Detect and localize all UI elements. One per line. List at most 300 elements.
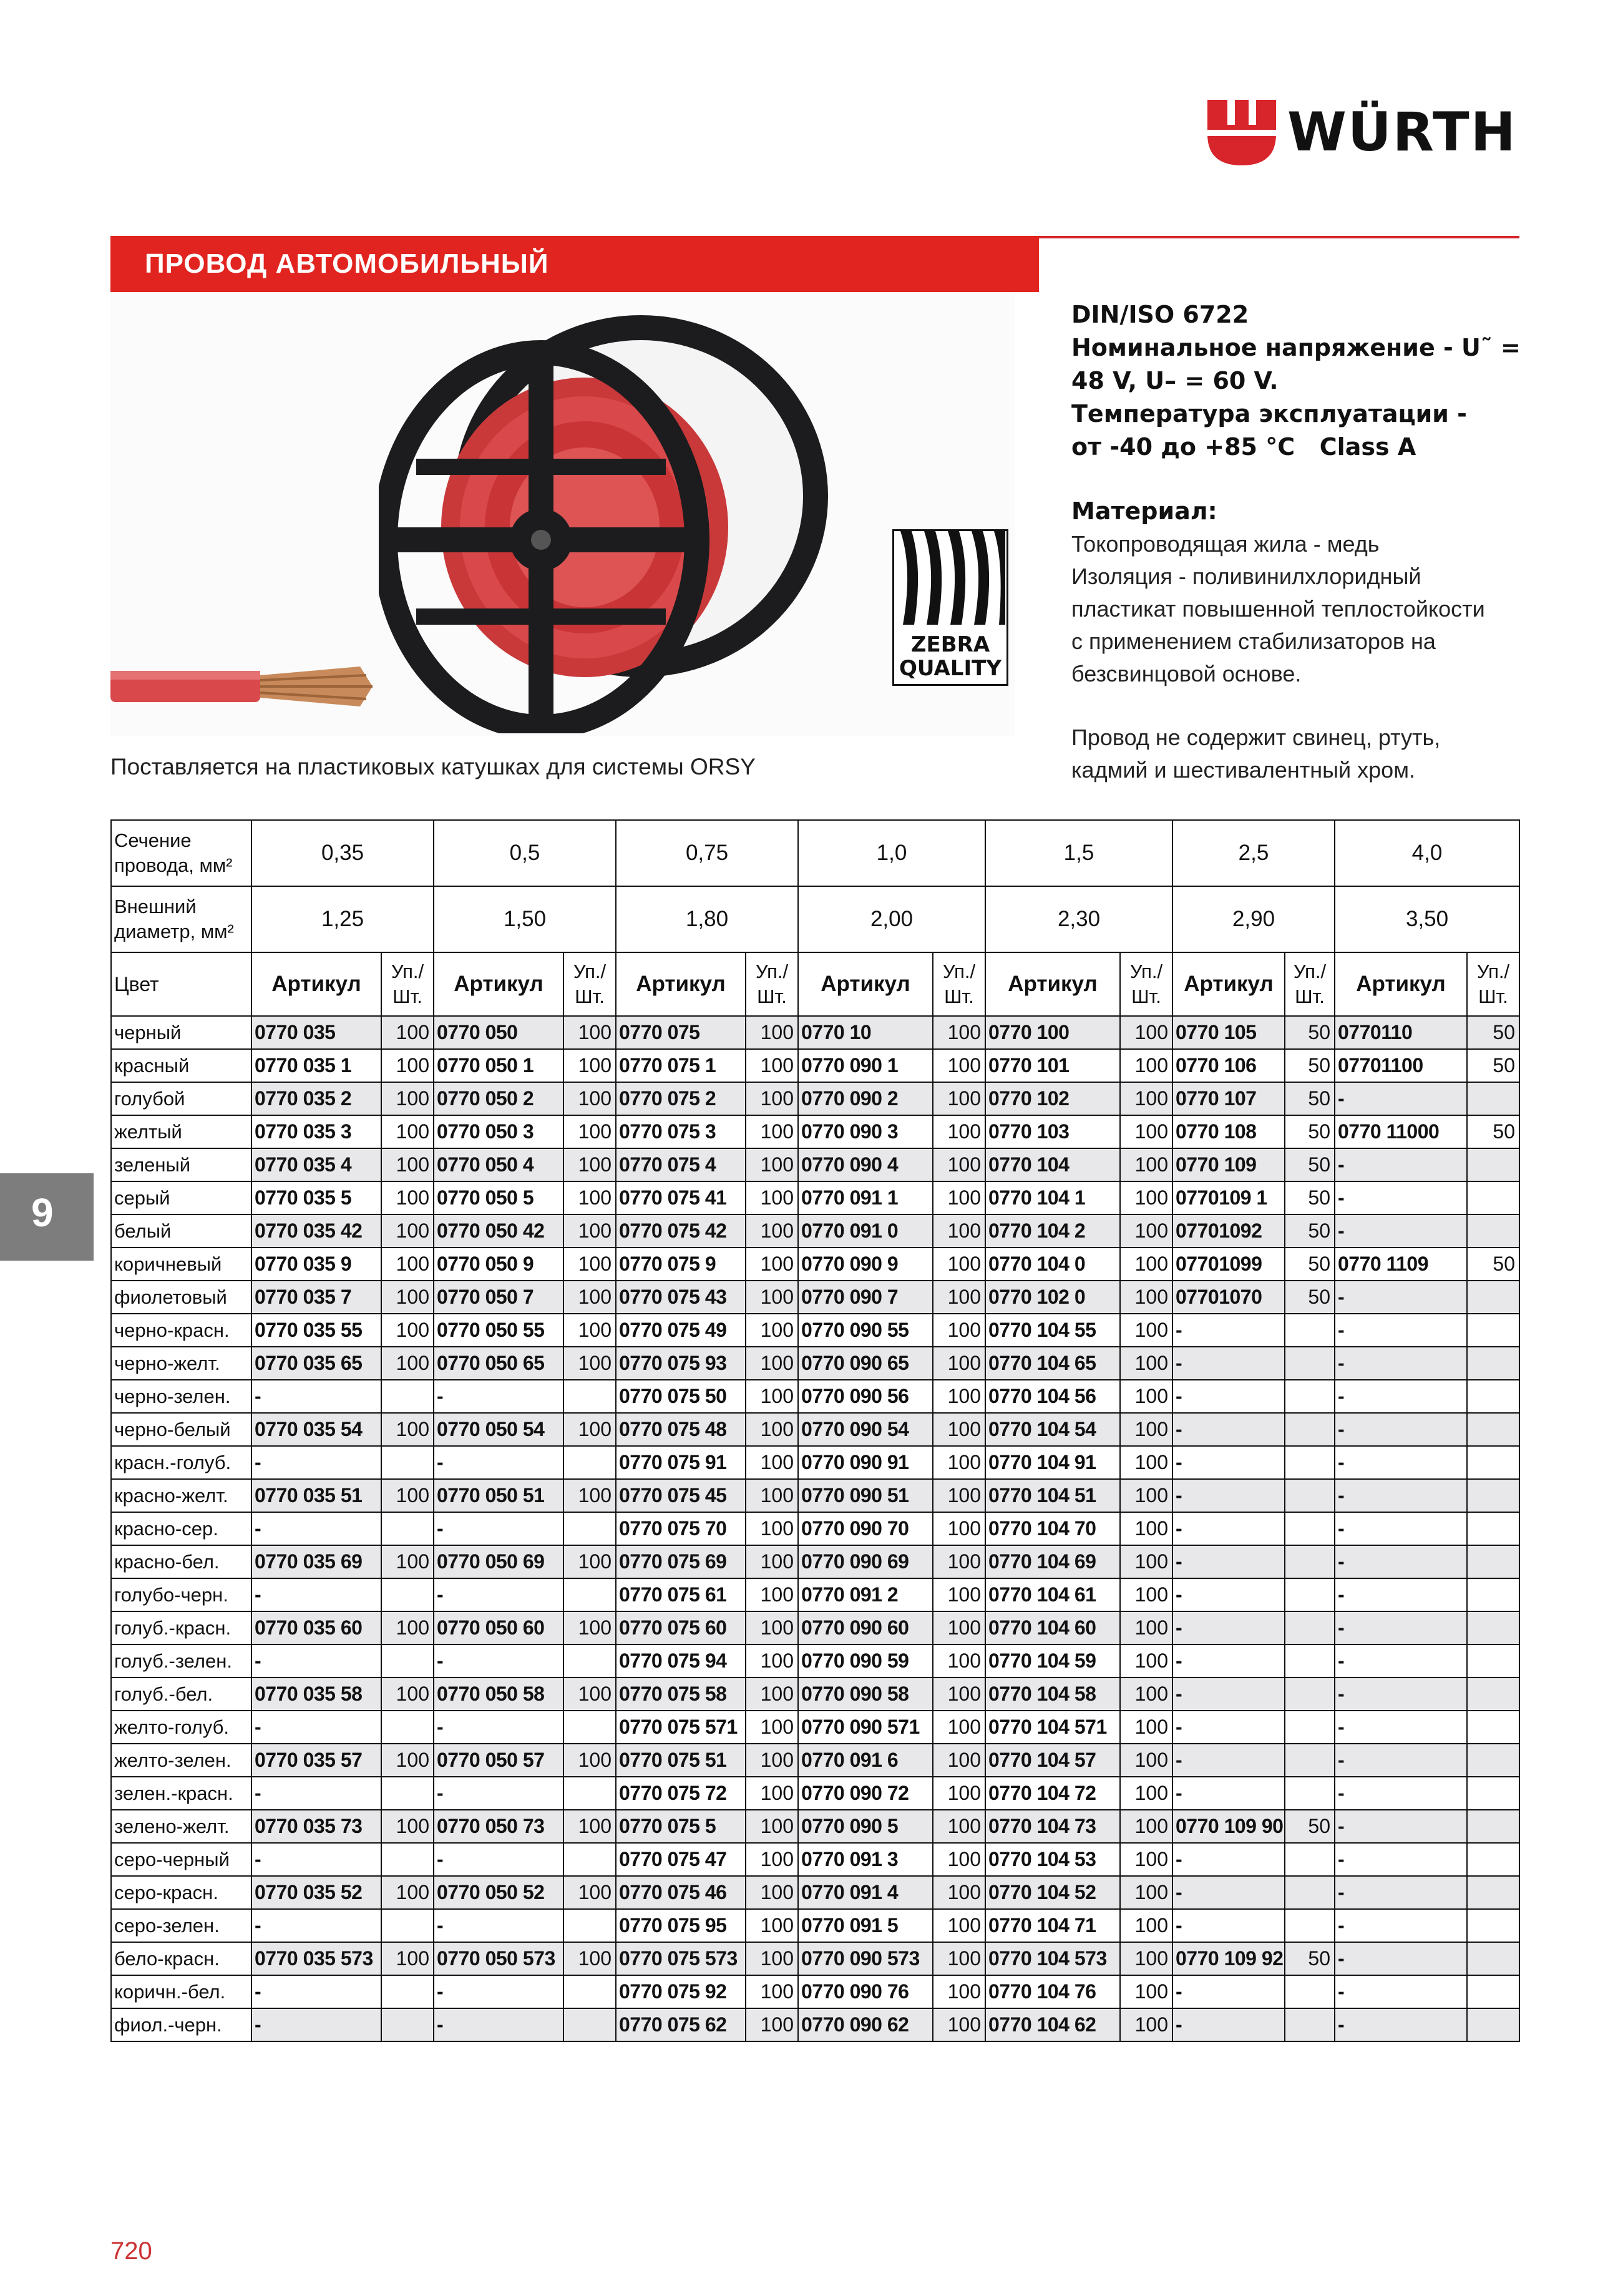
article-cell: 0770 090 58 xyxy=(798,1678,933,1711)
article-cell: 0770 035 42 xyxy=(251,1214,381,1248)
qty-cell: 100 xyxy=(933,1479,985,1512)
article-cell: 0770 075 42 xyxy=(616,1214,746,1248)
section-value: 0,75 xyxy=(616,820,798,886)
qty-cell: 100 xyxy=(746,1413,798,1446)
article-cell: 0770 050 42 xyxy=(434,1214,563,1248)
qty-cell: 100 xyxy=(1120,1942,1172,1975)
qty-cell: 100 xyxy=(381,1347,434,1380)
note-line: Провод не содержит свинец, ртуть, xyxy=(1071,725,1441,750)
qty-cell: 100 xyxy=(1120,1380,1172,1413)
wurth-emblem-icon xyxy=(1207,100,1276,165)
qty-cell: 100 xyxy=(933,1347,985,1380)
qty-cell: 50 xyxy=(1285,1082,1335,1115)
article-cell: - xyxy=(1335,1512,1467,1545)
photo-caption: Поставляется на пластиковых катушках для системы ORSY xyxy=(110,754,756,779)
color-cell: коричн.-бел. xyxy=(111,1975,251,2008)
section-row xyxy=(111,820,1519,886)
article-cell: 0770 090 571 xyxy=(798,1711,933,1744)
article-cell: - xyxy=(1172,1578,1285,1611)
table-row xyxy=(111,1181,1519,1214)
article-cell: 0770 090 70 xyxy=(798,1512,933,1545)
article-cell: 07701100 xyxy=(1335,1049,1467,1082)
qty-cell xyxy=(563,1975,616,2008)
article-cell: 07701099 xyxy=(1172,1248,1285,1281)
qty-cell xyxy=(1467,1214,1519,1248)
qty-cell: 100 xyxy=(933,1413,985,1446)
article-cell: 0770110 xyxy=(1335,1016,1467,1049)
article-cell: 0770109 1 xyxy=(1172,1181,1285,1214)
qty-cell xyxy=(1467,1876,1519,1909)
qty-cell xyxy=(563,1446,616,1479)
article-cell: 0770 050 5 xyxy=(434,1181,563,1214)
color-cell: красн.-голуб. xyxy=(111,1446,251,1479)
section-value: 1,5 xyxy=(985,820,1172,886)
article-cell: - xyxy=(1335,1479,1467,1512)
color-cell: коричневый xyxy=(111,1248,251,1281)
section-value: 0,5 xyxy=(434,820,616,886)
qty-cell xyxy=(1467,1611,1519,1644)
qty-cell xyxy=(1467,1446,1519,1479)
qty-cell xyxy=(563,1578,616,1611)
qty-cell xyxy=(1467,1512,1519,1545)
article-cell: 0770 050 573 xyxy=(434,1942,563,1975)
table-row xyxy=(111,1777,1519,1810)
article-cell: 0770 091 6 xyxy=(798,1744,933,1777)
qty-cell: 100 xyxy=(563,1347,616,1380)
qty-cell xyxy=(1467,1479,1519,1512)
article-cell: 0770 090 56 xyxy=(798,1380,933,1413)
article-cell: - xyxy=(1335,1644,1467,1678)
color-cell: красно-желт. xyxy=(111,1479,251,1512)
article-cell: 0770 090 51 xyxy=(798,1479,933,1512)
spec-line-voltage-1: Номинальное напряжение - U˜ = xyxy=(1071,334,1521,361)
article-cell: 0770 035 4 xyxy=(251,1148,381,1181)
article-cell: 0770 050 65 xyxy=(434,1347,563,1380)
spec-line-standard: DIN/ISO 6722 xyxy=(1071,301,1249,328)
diameter-label: Внешний диаметр, мм² xyxy=(111,886,251,952)
qty-cell: 100 xyxy=(1120,1678,1172,1711)
article-cell: - xyxy=(1172,1413,1285,1446)
article-cell: 0770 035 65 xyxy=(251,1347,381,1380)
article-cell: 0770 035 69 xyxy=(251,1545,381,1578)
qty-cell: 50 xyxy=(1285,1148,1335,1181)
article-cell: 0770 104 54 xyxy=(985,1413,1120,1446)
article-column-header: Артикул xyxy=(616,952,746,1016)
section-value: 4,0 xyxy=(1335,820,1519,886)
article-cell: - xyxy=(1335,1611,1467,1644)
color-cell: зеленый xyxy=(111,1148,251,1181)
article-cell: 0770 075 573 xyxy=(616,1942,746,1975)
article-cell: - xyxy=(1172,1611,1285,1644)
article-cell: 0770 075 70 xyxy=(616,1512,746,1545)
article-cell: - xyxy=(434,1446,563,1479)
qty-cell: 100 xyxy=(933,1644,985,1678)
qty-cell: 100 xyxy=(746,1644,798,1678)
article-cell: 0770 050 55 xyxy=(434,1314,563,1347)
article-table-body xyxy=(111,1016,1519,2041)
zebra-quality-label xyxy=(894,633,1006,680)
article-cell: - xyxy=(251,1512,381,1545)
qty-cell xyxy=(1467,1810,1519,1843)
qty-cell: 100 xyxy=(746,1975,798,2008)
qty-cell xyxy=(1467,1545,1519,1578)
article-cell: 0770 104 2 xyxy=(985,1214,1120,1248)
article-cell: 0770 104 xyxy=(985,1148,1120,1181)
article-cell: 0770 090 573 xyxy=(798,1942,933,1975)
page-title: ПРОВОД АВТОМОБИЛЬНЫЙ xyxy=(145,248,549,279)
article-cell: 0770 075 51 xyxy=(616,1744,746,1777)
article-cell: 0770 104 573 xyxy=(985,1942,1120,1975)
article-cell: 0770 104 62 xyxy=(985,2008,1120,2041)
qty-column-header: Уп./ Шт. xyxy=(381,952,434,1016)
page-number: 720 xyxy=(110,2237,152,2265)
article-cell: 0770 075 94 xyxy=(616,1644,746,1678)
article-cell: 0770 103 xyxy=(985,1115,1120,1148)
article-cell: 0770 104 72 xyxy=(985,1777,1120,1810)
qty-cell: 100 xyxy=(563,1479,616,1512)
color-cell: желто-зелен. xyxy=(111,1744,251,1777)
article-cell: 0770 102 xyxy=(985,1082,1120,1115)
qty-cell: 100 xyxy=(746,1711,798,1744)
article-cell: 0770 075 58 xyxy=(616,1678,746,1711)
qty-cell xyxy=(1467,1347,1519,1380)
article-cell: 0770 075 62 xyxy=(616,2008,746,2041)
qty-cell: 100 xyxy=(1120,1016,1172,1049)
qty-cell: 100 xyxy=(933,1380,985,1413)
color-cell: бело-красн. xyxy=(111,1942,251,1975)
material-line: Токопроводящая жила - медь xyxy=(1071,531,1380,557)
article-cell: - xyxy=(1335,1214,1467,1248)
qty-cell xyxy=(1285,1975,1335,2008)
qty-cell xyxy=(1285,1413,1335,1446)
brand-name: WÜRTH xyxy=(1287,101,1517,164)
qty-cell: 100 xyxy=(746,1611,798,1644)
qty-cell xyxy=(381,1843,434,1876)
article-cell: 0770 075 4 xyxy=(616,1148,746,1181)
qty-cell xyxy=(1467,1777,1519,1810)
article-table xyxy=(110,819,1520,2042)
qty-cell: 100 xyxy=(381,1413,434,1446)
qty-cell xyxy=(1285,1711,1335,1744)
article-cell: 0770 104 71 xyxy=(985,1909,1120,1942)
product-photo xyxy=(110,293,1015,736)
article-cell: 0770 104 55 xyxy=(985,1314,1120,1347)
color-cell: голуб.-зелен. xyxy=(111,1644,251,1678)
article-cell: 0770 075 45 xyxy=(616,1479,746,1512)
table-row xyxy=(111,1810,1519,1843)
diameter-value: 1,50 xyxy=(434,886,616,952)
article-cell: 0770 075 50 xyxy=(616,1380,746,1413)
article-cell: 0770 075 92 xyxy=(616,1975,746,2008)
article-cell: - xyxy=(1335,1843,1467,1876)
qty-cell xyxy=(563,1711,616,1744)
article-cell: 0770 091 2 xyxy=(798,1578,933,1611)
article-cell: 0770 050 4 xyxy=(434,1148,563,1181)
qty-cell: 100 xyxy=(1120,1909,1172,1942)
article-cell: 0770 105 xyxy=(1172,1016,1285,1049)
qty-cell: 100 xyxy=(1120,1049,1172,1082)
qty-cell: 100 xyxy=(746,1942,798,1975)
article-cell: 0770 104 51 xyxy=(985,1479,1120,1512)
qty-cell: 100 xyxy=(746,1049,798,1082)
qty-cell: 100 xyxy=(746,1214,798,1248)
article-cell: - xyxy=(1172,2008,1285,2041)
article-cell: 0770 050 69 xyxy=(434,1545,563,1578)
article-cell: 0770 090 76 xyxy=(798,1975,933,2008)
article-cell: - xyxy=(1335,1413,1467,1446)
article-column-header: Артикул xyxy=(434,952,563,1016)
article-cell: 0770 104 58 xyxy=(985,1678,1120,1711)
wire-end-image xyxy=(110,662,379,711)
chapter-number: 9 xyxy=(31,1190,54,1235)
qty-cell: 100 xyxy=(1120,1545,1172,1578)
article-cell: - xyxy=(1335,1876,1467,1909)
qty-cell: 50 xyxy=(1285,1115,1335,1148)
article-cell: - xyxy=(1172,1512,1285,1545)
qty-cell: 100 xyxy=(746,1446,798,1479)
qty-cell: 100 xyxy=(563,1314,616,1347)
article-cell: 0770 075 69 xyxy=(616,1545,746,1578)
article-cell: - xyxy=(251,1843,381,1876)
color-cell: голубой xyxy=(111,1082,251,1115)
qty-cell: 100 xyxy=(1120,1975,1172,2008)
qty-cell xyxy=(381,1380,434,1413)
qty-cell: 100 xyxy=(381,1611,434,1644)
qty-cell: 100 xyxy=(381,1082,434,1115)
color-cell: черно-белый xyxy=(111,1413,251,1446)
qty-cell: 100 xyxy=(563,1016,616,1049)
article-cell: 0770 090 54 xyxy=(798,1413,933,1446)
article-cell: 0770 090 62 xyxy=(798,2008,933,2041)
article-cell: 0770 075 5 xyxy=(616,1810,746,1843)
color-cell: голуб.-бел. xyxy=(111,1678,251,1711)
qty-cell: 100 xyxy=(1120,2008,1172,2041)
table-row xyxy=(111,1214,1519,1248)
qty-cell: 100 xyxy=(381,1810,434,1843)
table-row xyxy=(111,1413,1519,1446)
chapter-tab xyxy=(0,1173,94,1261)
qty-cell: 100 xyxy=(933,1843,985,1876)
qty-cell: 100 xyxy=(933,1711,985,1744)
qty-cell: 100 xyxy=(1120,1148,1172,1181)
article-cell: 0770 104 59 xyxy=(985,1644,1120,1678)
article-cell: 0770 109 90 xyxy=(1172,1810,1285,1843)
qty-cell: 100 xyxy=(381,1049,434,1082)
article-cell: - xyxy=(1335,1347,1467,1380)
qty-cell xyxy=(1467,1380,1519,1413)
article-cell: - xyxy=(1172,1777,1285,1810)
qty-cell: 100 xyxy=(933,1578,985,1611)
article-cell: 0770 050 9 xyxy=(434,1248,563,1281)
qty-cell xyxy=(381,2008,434,2041)
article-cell: 0770 050 7 xyxy=(434,1281,563,1314)
article-cell: 0770 035 7 xyxy=(251,1281,381,1314)
color-cell: голуб.-красн. xyxy=(111,1611,251,1644)
qty-cell: 100 xyxy=(563,1678,616,1711)
qty-cell: 100 xyxy=(1120,1281,1172,1314)
qty-cell xyxy=(381,1512,434,1545)
qty-cell xyxy=(381,1909,434,1942)
qty-cell: 100 xyxy=(1120,1214,1172,1248)
color-cell: желто-голуб. xyxy=(111,1711,251,1744)
table-row xyxy=(111,1909,1519,1942)
qty-cell: 100 xyxy=(1120,1578,1172,1611)
material-line: с применением стабилизаторов на xyxy=(1071,628,1436,654)
article-cell: 0770 109 92 xyxy=(1172,1942,1285,1975)
article-cell: 0770 091 1 xyxy=(798,1181,933,1214)
note-line: кадмий и шестивалентный хром. xyxy=(1071,757,1415,783)
qty-cell xyxy=(1467,1644,1519,1678)
qty-cell xyxy=(1285,1777,1335,1810)
article-cell: - xyxy=(251,2008,381,2041)
qty-cell xyxy=(381,1644,434,1678)
article-cell: 0770 104 69 xyxy=(985,1545,1120,1578)
qty-cell: 100 xyxy=(563,1049,616,1082)
article-cell: - xyxy=(1335,1314,1467,1347)
qty-cell: 100 xyxy=(1120,1115,1172,1148)
color-cell: черный xyxy=(111,1016,251,1049)
article-cell: - xyxy=(1172,1909,1285,1942)
qty-cell: 100 xyxy=(381,1181,434,1214)
article-cell: 0770 075 49 xyxy=(616,1314,746,1347)
article-cell: 0770 035 58 xyxy=(251,1678,381,1711)
article-column-header: Артикул xyxy=(1335,952,1467,1016)
qty-cell: 100 xyxy=(933,1876,985,1909)
article-cell: - xyxy=(1172,1479,1285,1512)
article-cell: 0770 075 95 xyxy=(616,1909,746,1942)
article-cell: - xyxy=(1335,1942,1467,1975)
article-cell: 0770 075 61 xyxy=(616,1578,746,1611)
color-cell: серый xyxy=(111,1181,251,1214)
qty-cell: 50 xyxy=(1285,1049,1335,1082)
color-cell: красный xyxy=(111,1049,251,1082)
qty-cell xyxy=(1467,1082,1519,1115)
color-cell: желтый xyxy=(111,1115,251,1148)
article-cell: - xyxy=(251,1777,381,1810)
article-cell: 0770 050 60 xyxy=(434,1611,563,1644)
table-row xyxy=(111,1678,1519,1711)
article-cell: 0770 104 53 xyxy=(985,1843,1120,1876)
qty-cell: 100 xyxy=(933,1810,985,1843)
qty-column-header: Уп./ Шт. xyxy=(1467,952,1519,1016)
qty-cell: 100 xyxy=(381,1281,434,1314)
article-cell: 0770 050 73 xyxy=(434,1810,563,1843)
qty-cell: 100 xyxy=(746,1479,798,1512)
article-cell: - xyxy=(251,1380,381,1413)
qty-cell: 100 xyxy=(933,1248,985,1281)
article-cell: 0770 090 4 xyxy=(798,1148,933,1181)
qty-cell xyxy=(563,1843,616,1876)
qty-cell: 100 xyxy=(933,2008,985,2041)
article-cell: - xyxy=(1335,1148,1467,1181)
qty-cell xyxy=(1467,1413,1519,1446)
qty-cell: 100 xyxy=(746,1281,798,1314)
article-cell: - xyxy=(1172,1843,1285,1876)
spec-line-temperature-1: Температура эксплуатации - xyxy=(1071,400,1467,427)
article-cell: 0770 091 4 xyxy=(798,1876,933,1909)
qty-cell: 100 xyxy=(381,1678,434,1711)
qty-cell: 50 xyxy=(1467,1016,1519,1049)
article-cell: - xyxy=(1335,1181,1467,1214)
qty-cell xyxy=(1285,1644,1335,1678)
article-cell: 0770 091 0 xyxy=(798,1214,933,1248)
qty-cell: 100 xyxy=(933,1678,985,1711)
qty-cell xyxy=(1467,2008,1519,2041)
qty-cell: 100 xyxy=(1120,1413,1172,1446)
qty-cell: 100 xyxy=(1120,1347,1172,1380)
article-cell: - xyxy=(434,1380,563,1413)
qty-cell xyxy=(563,1777,616,1810)
qty-cell xyxy=(1285,1578,1335,1611)
table-row xyxy=(111,1049,1519,1082)
article-cell: 0770 104 70 xyxy=(985,1512,1120,1545)
article-cell: 0770 050 51 xyxy=(434,1479,563,1512)
article-cell: - xyxy=(1335,1678,1467,1711)
qty-cell: 100 xyxy=(746,1545,798,1578)
qty-cell: 50 xyxy=(1285,1016,1335,1049)
qty-cell: 100 xyxy=(933,1942,985,1975)
table-row xyxy=(111,1115,1519,1148)
qty-cell: 100 xyxy=(563,1611,616,1644)
article-cell: 0770 090 65 xyxy=(798,1347,933,1380)
article-cell: - xyxy=(1335,2008,1467,2041)
article-cell: - xyxy=(1335,1380,1467,1413)
qty-cell: 100 xyxy=(746,1909,798,1942)
qty-column-header: Уп./ Шт. xyxy=(933,952,985,1016)
article-cell: - xyxy=(434,1777,563,1810)
article-cell: - xyxy=(1335,1777,1467,1810)
article-cell: 0770 104 52 xyxy=(985,1876,1120,1909)
color-cell: фиолетовый xyxy=(111,1281,251,1314)
qty-cell: 100 xyxy=(381,1479,434,1512)
qty-cell xyxy=(1467,1148,1519,1181)
diameter-value: 3,50 xyxy=(1335,886,1519,952)
qty-cell: 100 xyxy=(746,1347,798,1380)
qty-cell: 100 xyxy=(1120,1711,1172,1744)
article-cell: 0770 090 1 xyxy=(798,1049,933,1082)
qty-cell xyxy=(1285,1380,1335,1413)
qty-cell xyxy=(563,1380,616,1413)
article-cell: 0770 035 2 xyxy=(251,1082,381,1115)
qty-cell: 100 xyxy=(933,1049,985,1082)
qty-cell: 100 xyxy=(933,1148,985,1181)
qty-cell: 100 xyxy=(563,1876,616,1909)
qty-cell: 100 xyxy=(933,1281,985,1314)
qty-cell: 100 xyxy=(381,1942,434,1975)
qty-cell: 50 xyxy=(1285,1810,1335,1843)
qty-cell xyxy=(1285,1314,1335,1347)
article-cell: - xyxy=(434,2008,563,2041)
qty-cell: 100 xyxy=(1120,1876,1172,1909)
article-cell: 0770 050 3 xyxy=(434,1115,563,1148)
qty-cell xyxy=(1285,1876,1335,1909)
article-cell: 0770 035 xyxy=(251,1016,381,1049)
qty-cell: 100 xyxy=(1120,1446,1172,1479)
article-cell: 0770 090 2 xyxy=(798,1082,933,1115)
material-heading: Материал: xyxy=(1071,497,1217,525)
qty-cell xyxy=(1467,1281,1519,1314)
article-cell: 0770 035 57 xyxy=(251,1744,381,1777)
qty-cell: 50 xyxy=(1467,1115,1519,1148)
qty-cell: 100 xyxy=(563,1214,616,1248)
qty-cell xyxy=(1285,1545,1335,1578)
article-cell: 0770 090 7 xyxy=(798,1281,933,1314)
article-cell: 0770 102 0 xyxy=(985,1281,1120,1314)
color-cell: серо-черный xyxy=(111,1843,251,1876)
qty-cell xyxy=(1285,1446,1335,1479)
spec-line-temperature-2: от -40 до +85 °C Class A xyxy=(1071,433,1416,461)
color-cell: белый xyxy=(111,1214,251,1248)
